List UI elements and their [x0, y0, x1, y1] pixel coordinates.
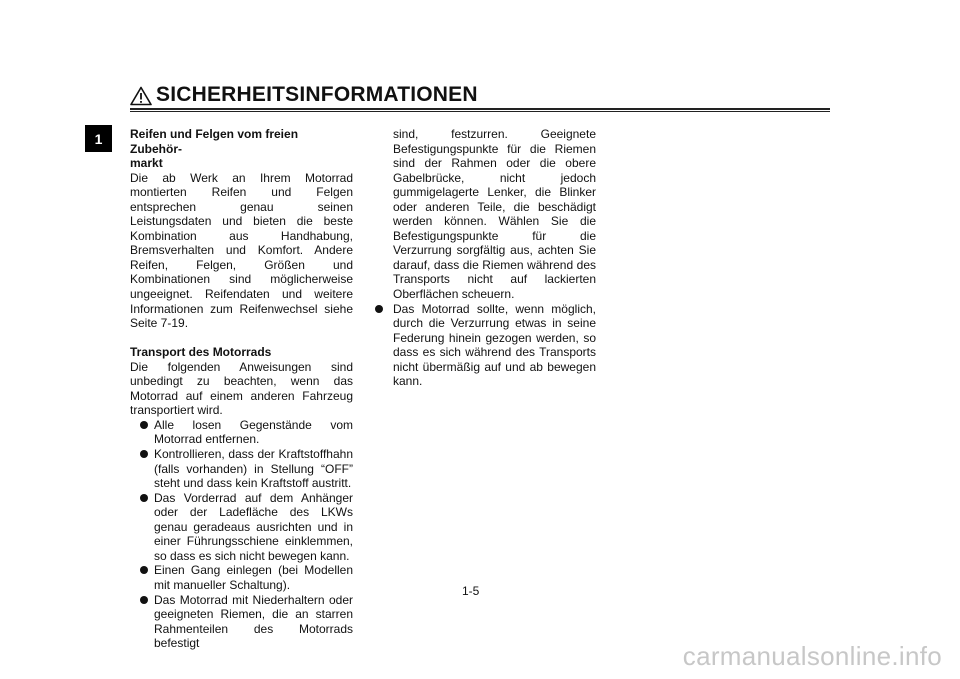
chapter-tab: 1 — [85, 125, 112, 152]
transport-bullet-list-continued — [373, 302, 596, 389]
section-heading-transport: Transport des Motorrads — [130, 345, 272, 360]
transport-bullet-list — [130, 418, 353, 651]
paragraph-tires: Die ab Werk an Ihrem Motorrad montierten Reifen und Felgen entsprechen genau seinen Leistungsdaten und bieten die beste Kombination aus Handhabung, Bremsverhalten und Komfort. Andere Reifen, Felgen, Größen und Kombinationen sind möglicherweise ungeeignet. Reifendaten und weitere Informationen zum Reifenwechsel siehe Seite 7-19. — [130, 170, 353, 331]
list-item: Kontrollieren, dass der Kraftstoffhahn (falls vorhanden) in Stellung “OFF” steht und dass kein Kraftstoff austritt. — [130, 447, 353, 491]
heading-tires-line2: markt — [130, 156, 163, 171]
paragraph-transport-intro: Die folgenden Anweisungen sind unbedingt zu beachten, wenn das Motorrad auf einem anderen Fahrzeug transportiert wird. — [130, 359, 353, 418]
right-column — [373, 127, 596, 389]
page-header — [130, 83, 830, 110]
warning-triangle-icon — [130, 86, 152, 106]
watermark: carmanualsonline.info — [682, 641, 942, 671]
heading-tires-line1: Reifen und Felgen vom freien Zubehör- — [130, 127, 299, 156]
left-column — [130, 127, 353, 651]
list-item: Einen Gang einlegen (bei Modellen mit manueller Schaltung). — [130, 563, 353, 592]
section-heading-tires — [130, 127, 353, 171]
list-item: Das Motorrad mit Niederhaltern oder geeigneten Riemen, die an starren Rahmenteilen des Motorrads befestigt — [130, 593, 353, 651]
list-item: Das Motorrad sollte, wenn möglich, durch die Verzurrung etwas in seine Federung hinein gezogen werden, so dass es sich während des Transports nicht übermäßig auf und ab bewegen kann. — [373, 302, 596, 389]
header-rule-thin — [130, 111, 830, 112]
bullet-continuation: sind, festzurren. Geeignete Befestigungspunkte für die Riemen sind der Rahmen oder die obere Gabelbrücke, nicht jedoch gummigelagerte Lenker, die Blinker oder anderen Teile, die beschädigt werden können. Wählen Sie die Befestigungspunkte für die Verzurrung sorgfältig aus, achten Sie darauf, dass die Riemen während des Transports nicht auf lackierten Oberflächen scheuern. — [393, 127, 596, 302]
page-title: SICHERHEITSINFORMATIONEN — [156, 83, 478, 106]
header-rule-thick — [130, 108, 830, 110]
list-item: Alle losen Gegenstände vom Motorrad entfernen. — [130, 418, 353, 447]
page-number: 1-5 — [462, 584, 480, 598]
list-item: Das Vorderrad auf dem Anhänger oder der Ladefläche des LKWs genau geradeaus ausrichten und in einer Führungsschiene einklemmen, so dass es sich nicht bewegen kann. — [130, 491, 353, 564]
